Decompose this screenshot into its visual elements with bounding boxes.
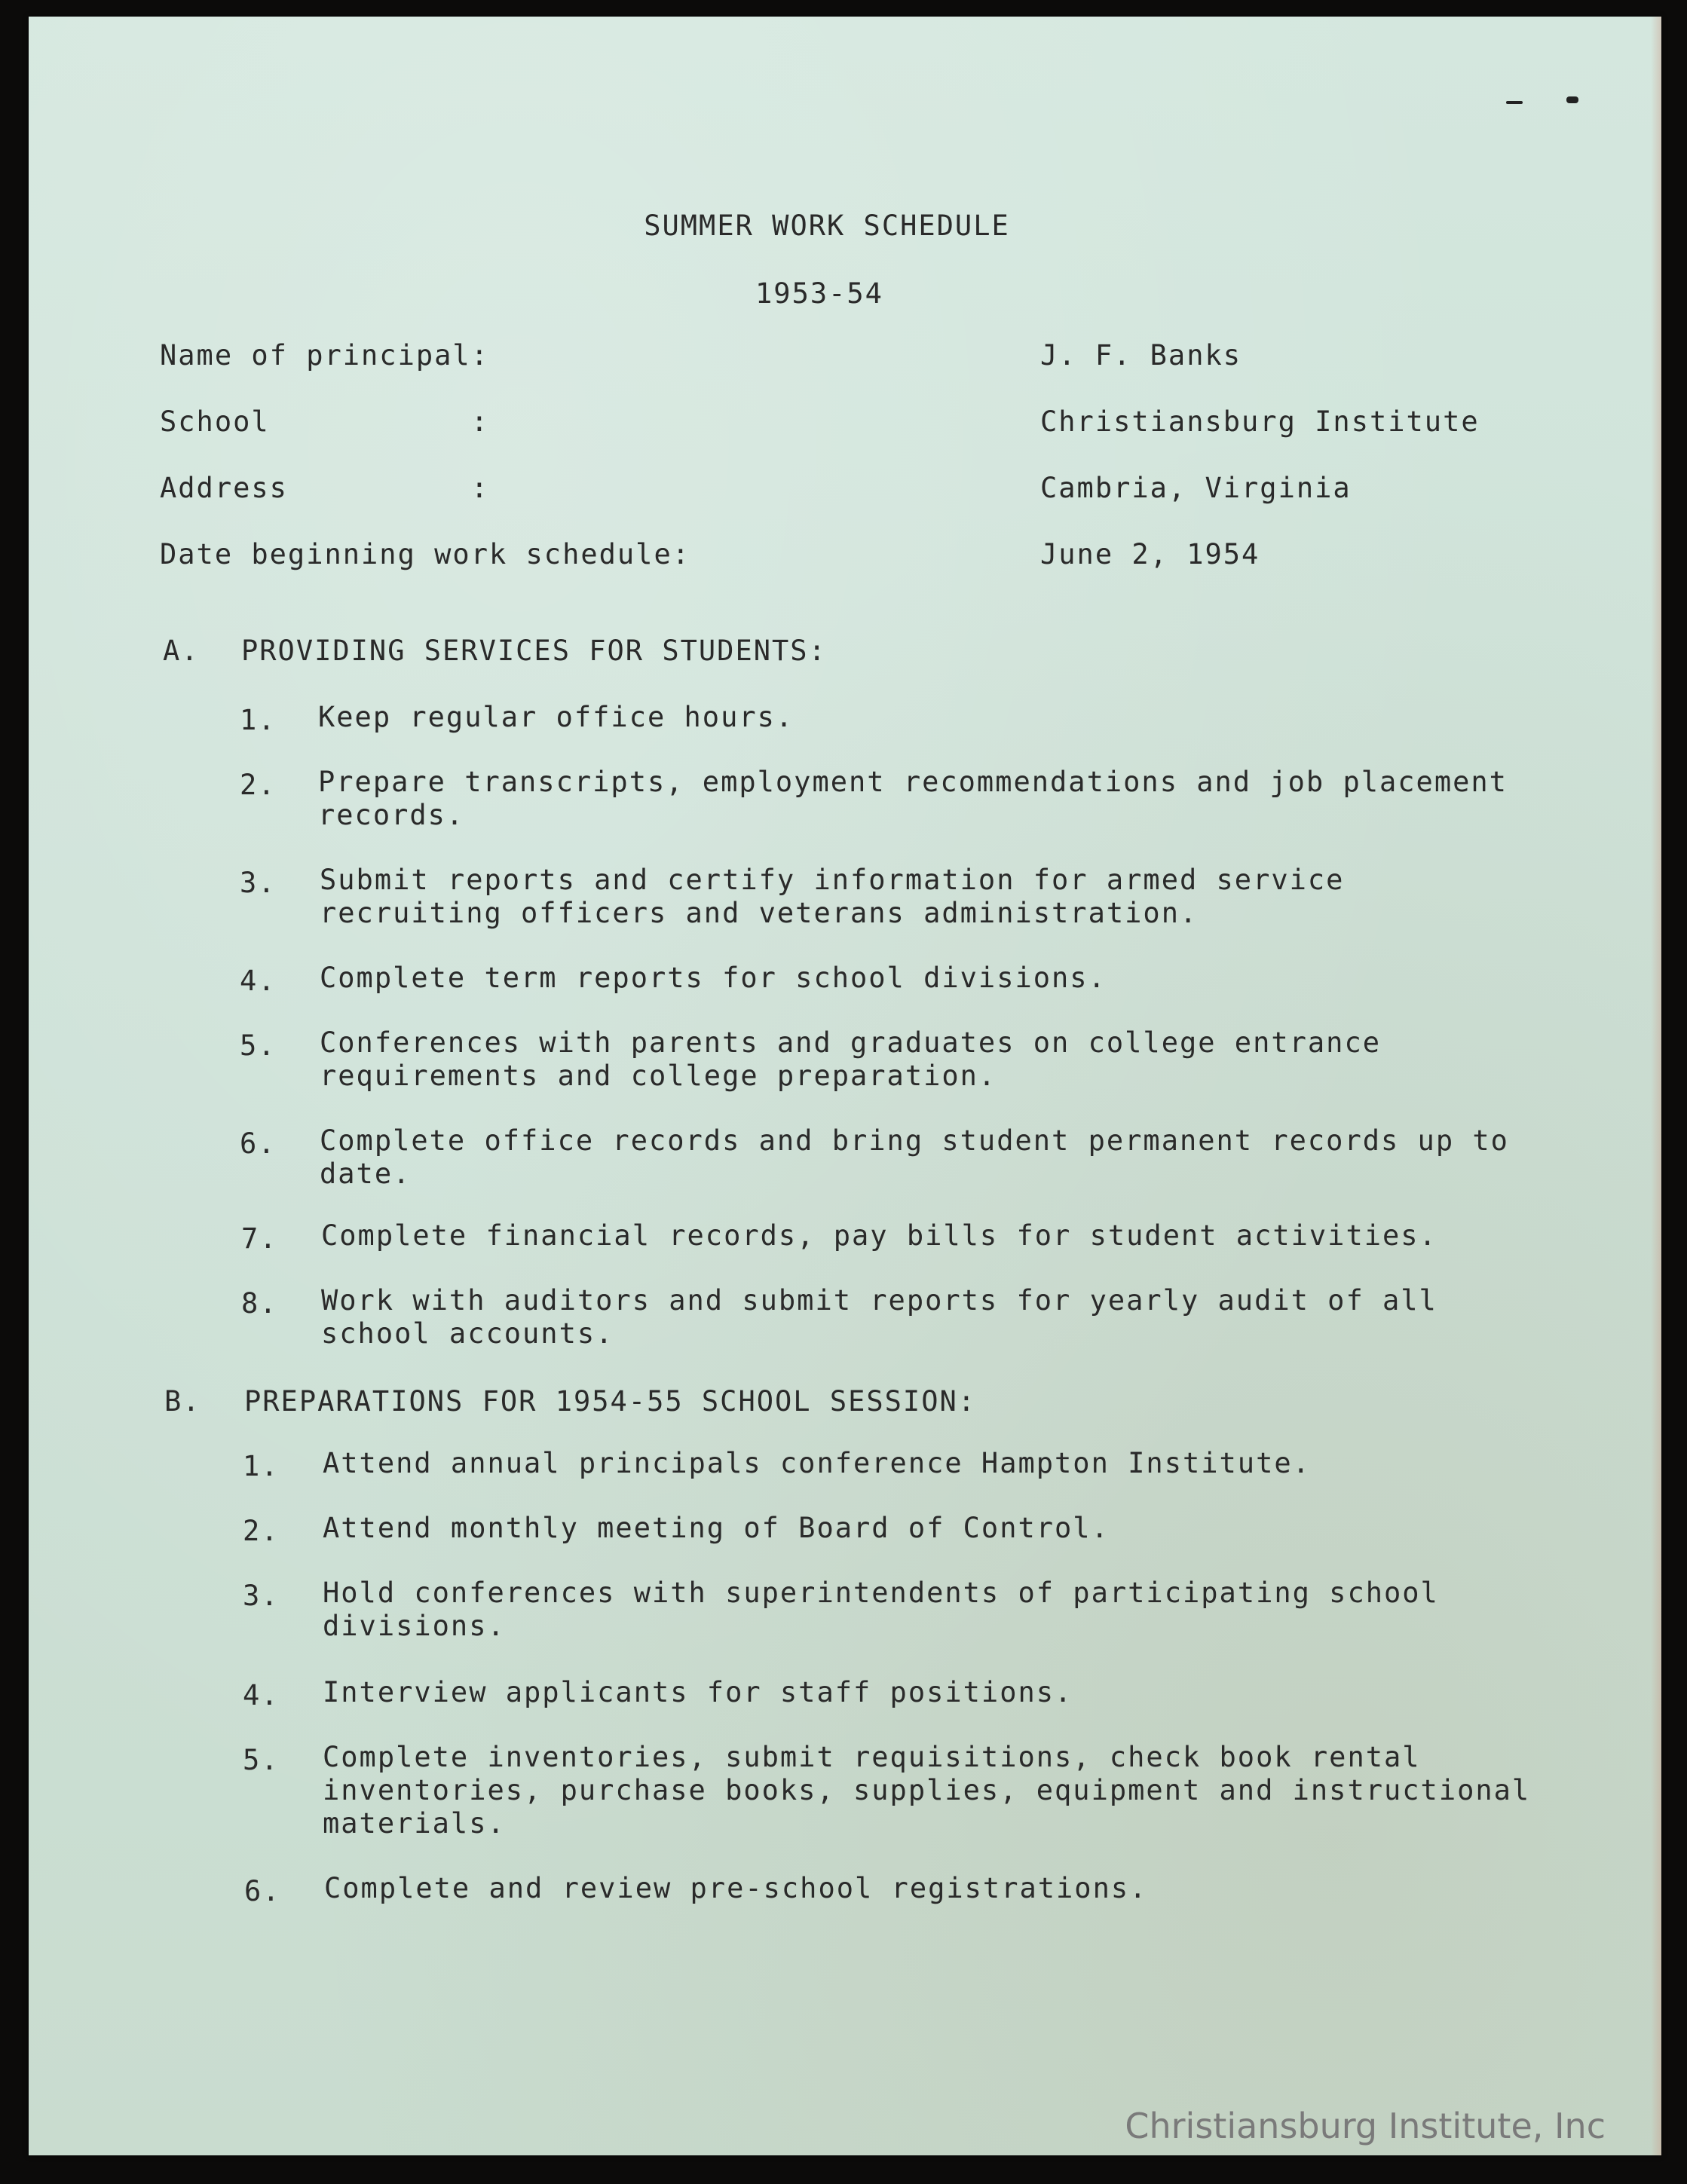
section-a-item-text: Complete term reports for school divisions. bbox=[320, 962, 1107, 994]
section-a-item-text: Complete office records and bring student permanent records up to date. bbox=[320, 1124, 1509, 1190]
section-a-item-num: 2. bbox=[240, 769, 277, 801]
section-a-letter: A. bbox=[163, 635, 200, 667]
section-b-item-num: 3. bbox=[243, 1580, 280, 1612]
section-a-item-num: 6. bbox=[240, 1127, 277, 1160]
section-b-letter: B. bbox=[164, 1385, 201, 1418]
archive-watermark: Christiansburg Institute, Inc bbox=[1125, 2106, 1606, 2146]
info-label-date: Date beginning work schedule: bbox=[160, 538, 691, 570]
section-b-item-text: Complete inventories, submit requisitions, check book rental inventories, purchase books, supplies, equipment and instructional materials. bbox=[323, 1741, 1531, 1840]
section-a-item-num: 4. bbox=[240, 965, 277, 997]
section-b-item-text: Attend monthly meeting of Board of Control. bbox=[323, 1512, 1110, 1544]
info-label-principal: Name of principal: bbox=[160, 339, 489, 372]
section-a-item-text: Keep regular office hours. bbox=[318, 701, 795, 733]
section-a-item-text: Submit reports and certify information for armed service recruiting officers and veterans administration. bbox=[320, 864, 1345, 929]
info-value-address: Cambria, Virginia bbox=[1040, 472, 1352, 504]
section-b-item-num: 5. bbox=[243, 1744, 280, 1776]
section-a-item-num: 5. bbox=[240, 1029, 277, 1062]
info-label-address: Address : bbox=[160, 472, 489, 504]
section-a-item-text: Conferences with parents and graduates on college entrance requirements and college preparation. bbox=[320, 1026, 1382, 1092]
section-b-item-num: 2. bbox=[243, 1515, 280, 1547]
info-value-principal: J. F. Banks bbox=[1040, 339, 1242, 372]
section-b-item-text: Interview applicants for staff positions. bbox=[323, 1676, 1073, 1708]
section-a-item-num: 1. bbox=[240, 704, 277, 736]
section-a-item-text: Prepare transcripts, employment recommendations and job placement records. bbox=[318, 766, 1508, 831]
section-b-item-num: 6. bbox=[244, 1875, 281, 1907]
ink-mark bbox=[1566, 96, 1578, 103]
schedule-year: 1953-54 bbox=[755, 277, 883, 310]
section-b-item-text: Hold conferences with superintendents of participating school divisions. bbox=[323, 1577, 1439, 1642]
section-b-item-text: Attend annual principals conference Hampton Institute. bbox=[323, 1447, 1311, 1479]
section-a-item-text: Complete financial records, pay bills for student activities. bbox=[321, 1219, 1437, 1252]
section-a-item-num: 3. bbox=[240, 867, 277, 899]
section-a-item-text: Work with auditors and submit reports for yearly audit of all school accounts. bbox=[321, 1284, 1437, 1350]
section-b-item-num: 1. bbox=[243, 1450, 280, 1482]
info-label-school: School : bbox=[160, 405, 489, 438]
section-a-heading: PROVIDING SERVICES FOR STUDENTS: bbox=[241, 635, 827, 667]
section-a-item-num: 8. bbox=[241, 1287, 278, 1320]
section-a-item-num: 7. bbox=[241, 1222, 278, 1255]
page-title: SUMMER WORK SCHEDULE bbox=[644, 210, 1010, 242]
info-value-date: June 2, 1954 bbox=[1040, 538, 1260, 570]
section-b-item-text: Complete and review pre-school registrations. bbox=[324, 1872, 1148, 1904]
info-value-school: Christiansburg Institute bbox=[1040, 405, 1480, 438]
section-b-heading: PREPARATIONS FOR 1954-55 SCHOOL SESSION: bbox=[244, 1385, 977, 1418]
paper-edge bbox=[1651, 17, 1661, 2155]
section-b-item-num: 4. bbox=[243, 1679, 280, 1711]
ink-mark bbox=[1506, 101, 1523, 104]
